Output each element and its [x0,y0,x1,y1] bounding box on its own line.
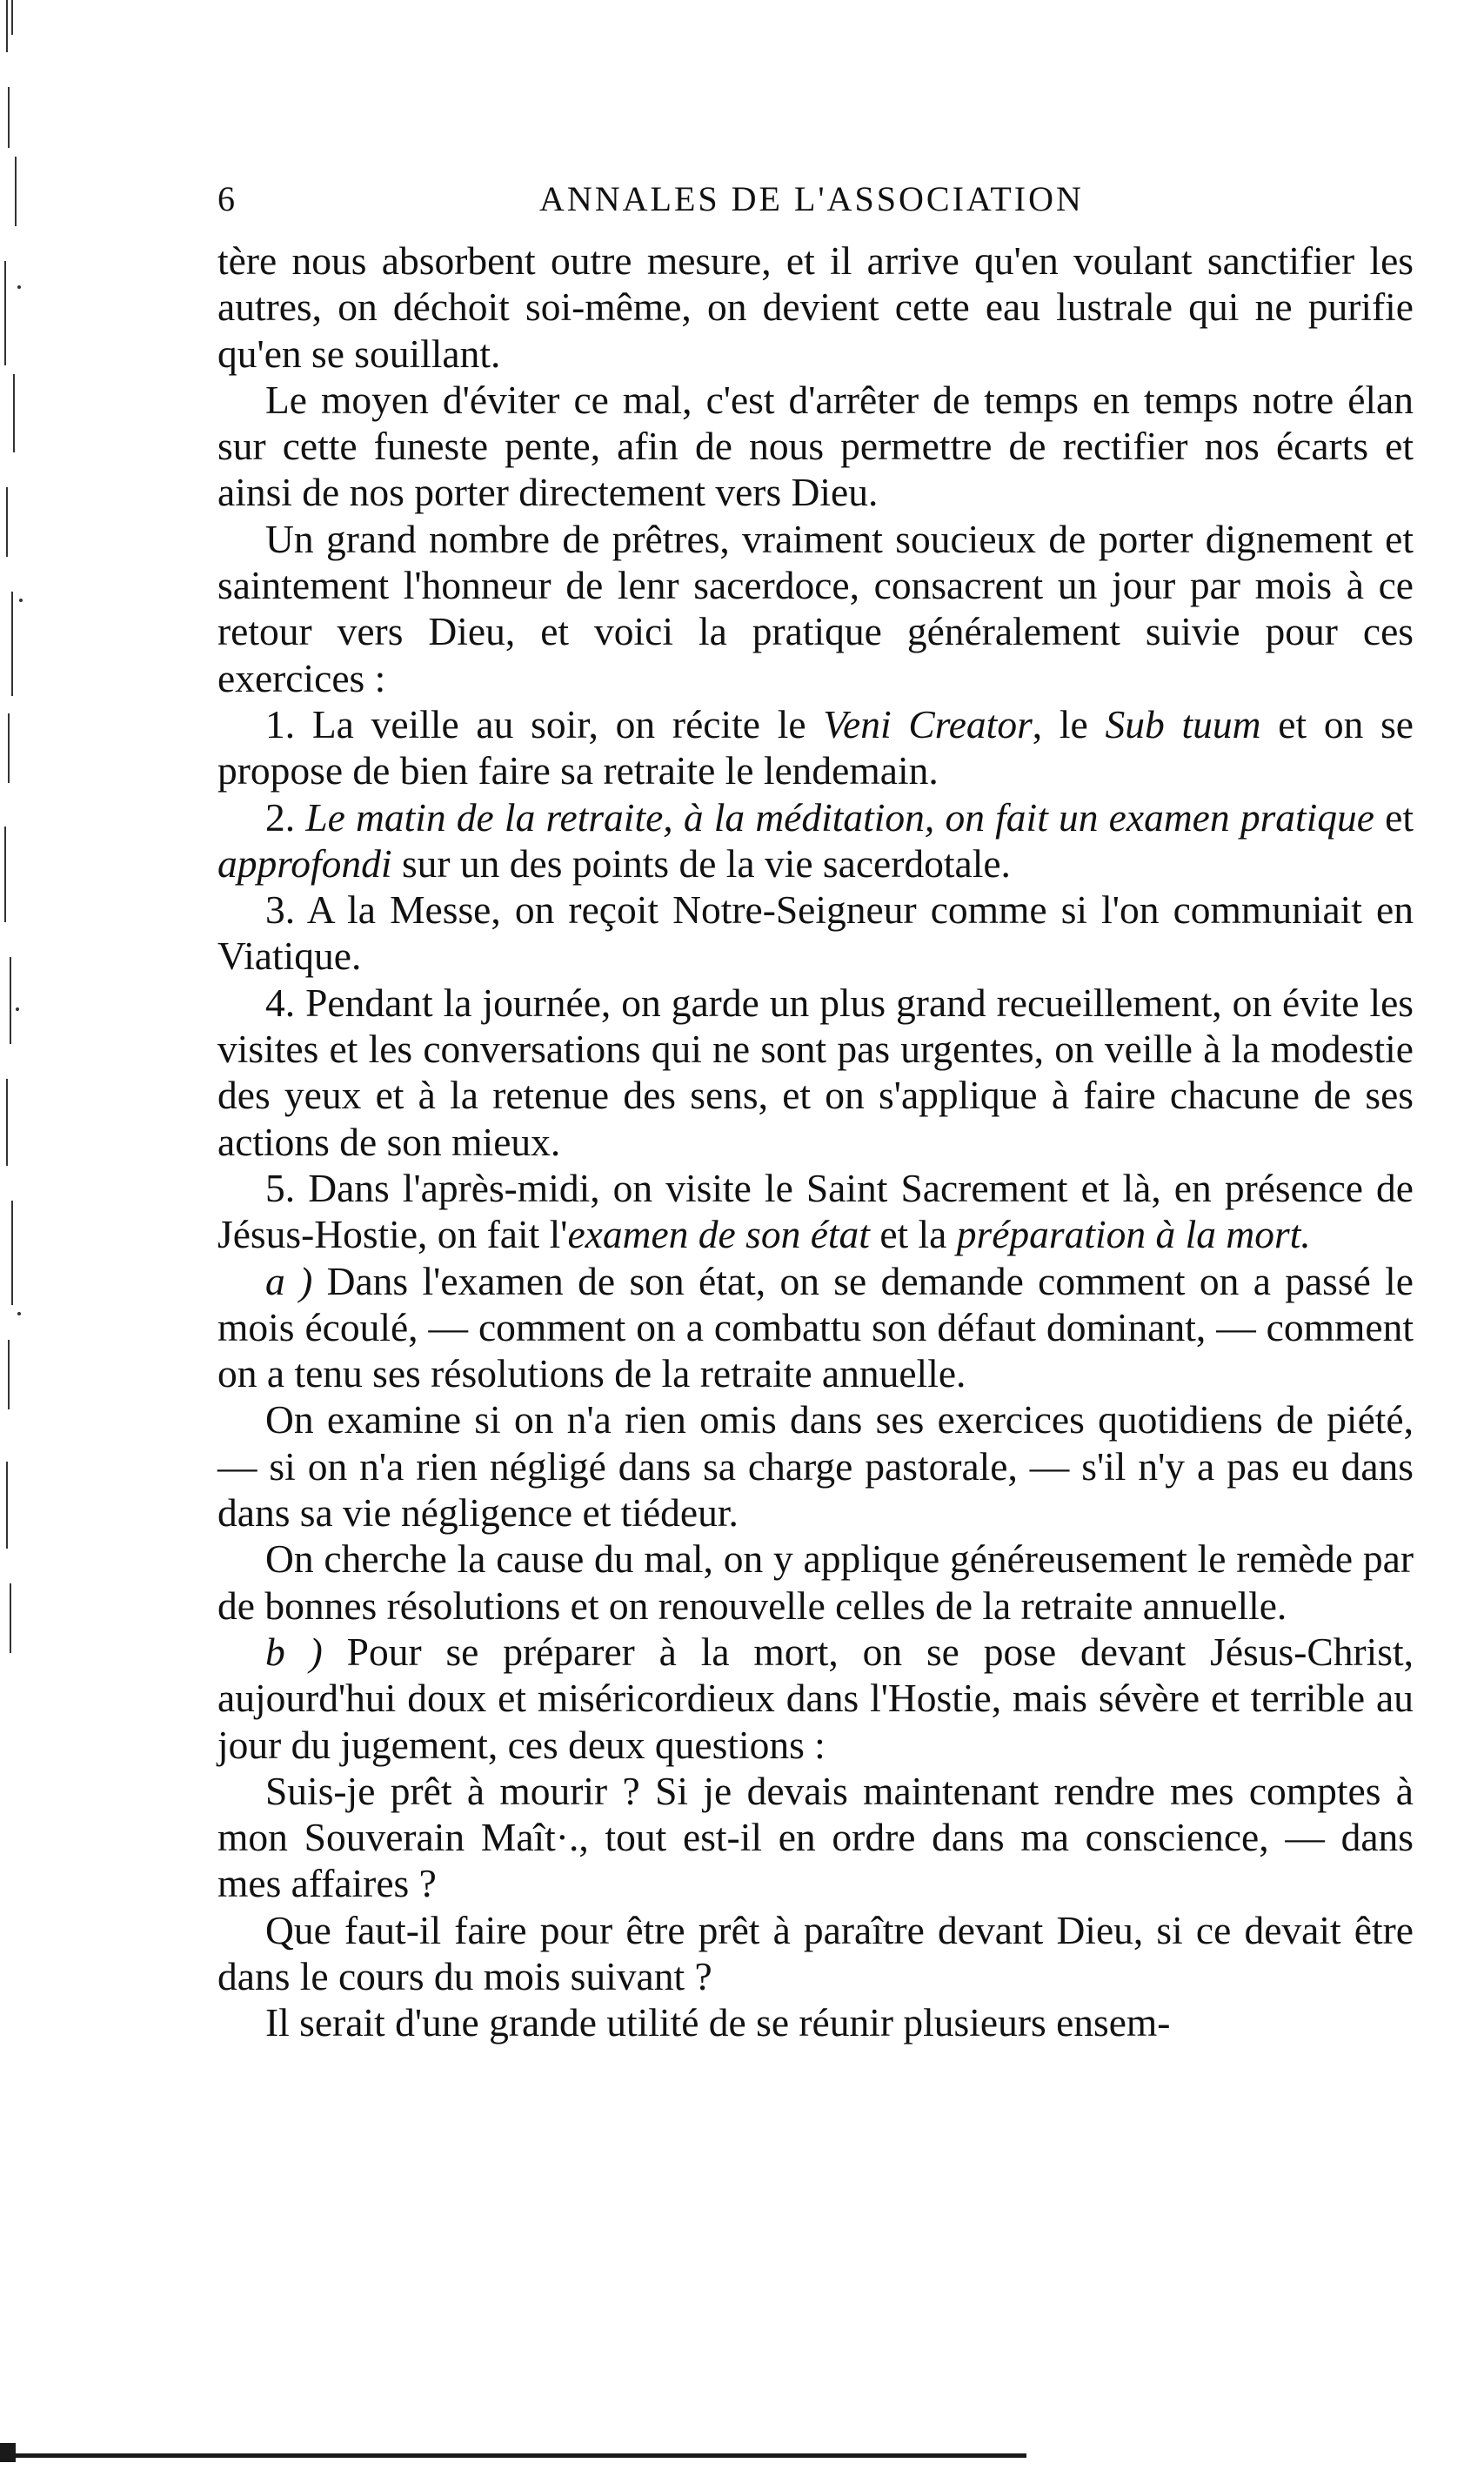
paragraph-p14: Que faut-il faire pour être prêt à paraître devant Dieu, si ce devait être dans le cours du mois suivant ? [217,1907,1414,1998]
italic-text: examen de son état [567,1212,870,1257]
paragraph-p10: On examine si on n'a rien omis dans ses exercices quotidiens de piété, — si on n'a rien négligé dans sa charge pastorale, — s'il n'y a pas eu dans dans sa vie négligence et tiédeur. [217,1397,1414,1536]
italic-text: préparation à la mort. [956,1212,1311,1257]
paragraph-p8 [217,1165,1414,1258]
text-segment: et on se propose de bien faire sa retraite le lendemain. [217,701,1414,793]
scan-corner-mark [0,2443,16,2462]
running-header [217,178,1418,231]
italic-text: pratique [1240,794,1374,840]
text-segment: Dans l'examen de son état, on se demande comment on a passé le mois écoulé, — comment on a combattu son défaut dominant, — comment on a tenu ses résolutions de la retraite annuelle. [217,1258,1414,1396]
paragraph-p12 [217,1629,1414,1768]
text-segment: et la [869,1212,957,1257]
scan-margin-marks [0,0,35,2483]
italic-text: approfondi [217,840,392,886]
body-text [217,238,1414,2046]
bottom-rule [0,2453,1026,2458]
text-segment: sur un des points de la vie sacerdotale. [391,840,1011,886]
italic-text: Veni Creator [823,701,1033,746]
paragraph-p9 [217,1258,1414,1397]
italic-text: Le matin de la retraite, à la méditation, on fait un examen [305,794,1240,840]
page-number: 6 [217,179,236,218]
paragraph-p5 [217,794,1414,887]
paragraph-p4 [217,701,1414,794]
paragraph-p2: Le moyen d'éviter ce mal, c'est d'arrêter de temps en temps notre élan sur cette funeste pente, afin de nous permettre de rectifier nos écarts et ainsi de nos porter directement vers Dieu. [217,377,1414,515]
running-title: ANNALES DE L'ASSOCIATION [539,179,1084,218]
text-segment: , le [1032,701,1106,746]
paragraph-p1: tère nous absorbent outre mesure, et il arrive qu'en voulant sanctifier les autres, on déchoit soi-même, on devient cette eau lustrale qui ne purifie qu'en se souillant. [217,238,1414,376]
paragraph-p15: Il serait d'une grande utilité de se réunir plusieurs ensem- [265,2000,1171,2045]
text-segment: 5. Dans l'après-midi, on visite le Saint Sacrement et là, en présence de Jésus-Hostie, on fait l' [217,1165,1414,1257]
text-segment: 1. La veille au soir, on récite le [265,701,824,746]
paragraph-p13: Suis-je prêt à mourir ? Si je devais maintenant rendre mes comptes à mon Souverain Maît·., tout est-il en ordre dans ma conscience, — dans mes affaires ? [217,1768,1414,1906]
paragraph-p11: On cherche la cause du mal, on y applique généreusement le remède par de bonnes résolutions et on renouvelle celles de la retraite annuelle. [217,1536,1414,1628]
text-segment: Pour se préparer à la mort, on se pose devant Jésus-Christ, aujourd'hui doux et miséricordieux dans l'Hostie, mais sévère et terrible au jour du jugement, ces deux questions : [217,1629,1414,1767]
paragraph-p6: 3. A la Messe, on reçoit Notre-Seigneur comme si l'on communiait en Viatique. [217,887,1414,979]
italic-text: a ) [265,1258,313,1303]
text-segment: 2. [265,794,306,840]
italic-text: b ) [265,1629,323,1674]
paragraph-p3: Un grand nombre de prêtres, vraiment soucieux de porter dignement et saintement l'honneur de lenr sacerdoce, consacrent un jour par mois à ce retour vers Dieu, et voici la pratique généralement suivie pour ces exercices : [217,516,1414,700]
paragraph-p7: 4. Pendant la journée, on garde un plus grand recueillement, on évite les visites et les conversations qui ne sont pas urgentes, on veille à la modestie des yeux et à la retenue des sens, et on s'applique à faire chacune de ses actions de son mieux. [217,980,1414,1164]
italic-text: Sub tuum [1105,701,1261,746]
text-segment: et [1374,794,1414,840]
